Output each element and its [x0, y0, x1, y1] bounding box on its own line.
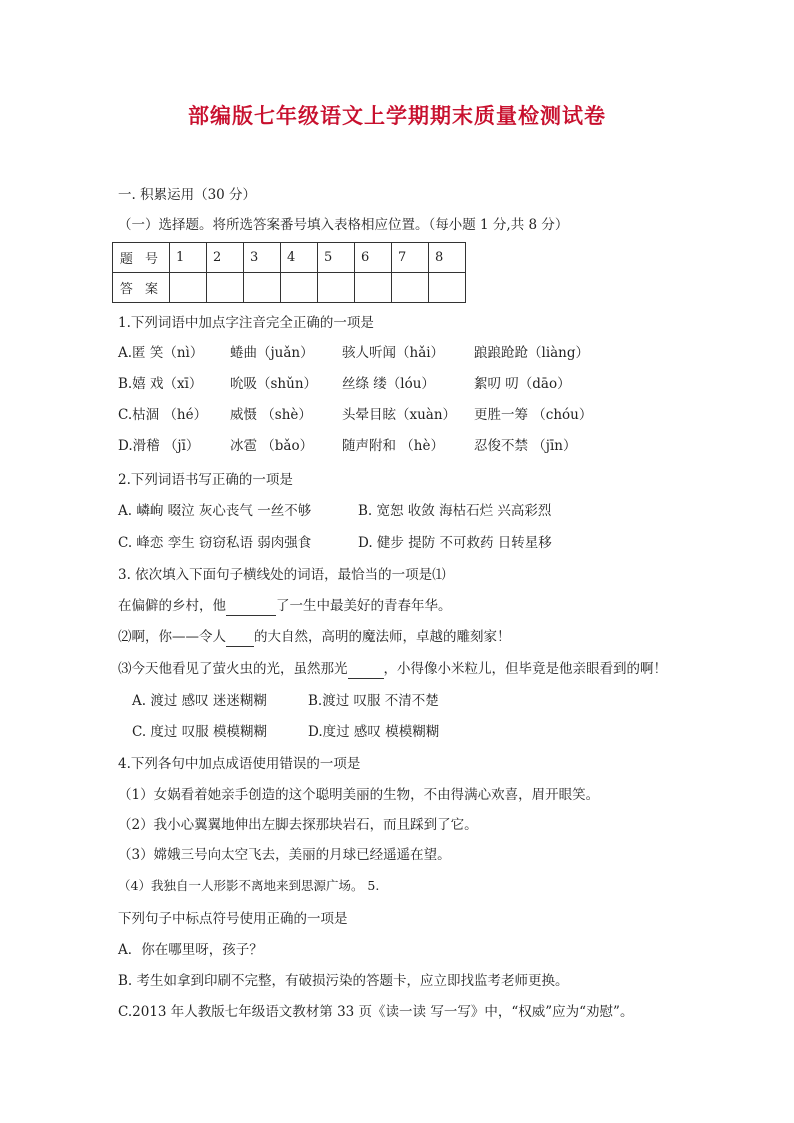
question-number: 2 [207, 243, 244, 273]
row-label: 题 号 [113, 243, 170, 273]
question-number: 7 [392, 243, 429, 273]
q3-sentence-3 [118, 660, 667, 679]
answer-cell[interactable] [429, 273, 466, 303]
part-instructions: （一）选择题。将所选答案番号填入表格相应位置。（每小题 1 分,共 8 分） [118, 217, 569, 233]
option-item: C.枯涸 （hé） [118, 407, 208, 423]
option-a: A. 嶙峋 啜泣 灰心丧气 一丝不够 [118, 503, 312, 519]
q4-sentence-1: （1）女娲看着她亲手创造的这个聪明美丽的生物，不由得满心欢喜，眉开眼笑。 [118, 787, 600, 803]
option-item: 蜷曲（juǎn） [230, 345, 314, 361]
question-number: 5 [318, 243, 355, 273]
q1-option-b [118, 375, 571, 393]
option-b: B. 宽恕 收敛 海枯石烂 兴高彩烈 [358, 503, 552, 519]
question-number: 1 [170, 243, 207, 273]
answer-cell[interactable] [170, 273, 207, 303]
option-c: C. 峰恋 孪生 窃窃私语 弱肉强食 [118, 535, 312, 551]
option-item: 吮吸（shǔn） [230, 376, 318, 392]
answer-cell[interactable] [355, 273, 392, 303]
option-item: 丝绦 缕（lóu） [342, 376, 435, 392]
q2-stem: 2.下列词语书写正确的一项是 [118, 472, 293, 488]
sentence-text: 的大自然，高明的魔法师，卓越的雕刻家！ [254, 629, 511, 645]
q3-options-ab [132, 692, 439, 710]
q3-sentence-1 [118, 597, 452, 616]
option-item: A.匿 笑（nì） [118, 345, 204, 361]
option-item: B.嬉 戏（xī） [118, 376, 203, 392]
q3-options-cd [132, 723, 439, 741]
row-label: 答 案 [113, 273, 170, 303]
fill-blank [226, 597, 276, 616]
question-number: 8 [429, 243, 466, 273]
sentence-text: ⑵啊，你——令人 [118, 629, 226, 645]
sentence-text: 了一生中最美好的青春年华。 [276, 598, 452, 614]
option-item: D.滑稽 （jī） [118, 438, 200, 454]
answer-table [112, 242, 466, 303]
section-heading: 一. 积累运用（30 分） [118, 187, 257, 203]
table-row [113, 273, 466, 303]
answer-cell[interactable] [392, 273, 429, 303]
table-row [113, 243, 466, 273]
answer-cell[interactable] [281, 273, 318, 303]
sentence-text: ⑶今天他看见了萤火虫的光，虽然那光 [118, 661, 348, 677]
q3-sentence-2 [118, 628, 511, 647]
question-number: 4 [281, 243, 318, 273]
q5-stem: 下列句子中标点符号使用正确的一项是 [118, 911, 348, 927]
option-item: 忍俊不禁 （jīn） [474, 438, 577, 454]
q5-option-b: B. 考生如拿到印刷不完整，有破损污染的答题卡，应立即找监考老师更换。 [118, 973, 569, 989]
option-item: 更胜一筹 （chóu） [474, 407, 593, 423]
q4-sentence-4: （4）我独自一人形影不离地来到思源广场。 5. [118, 878, 380, 893]
q4-stem: 4.下列各句中加点成语使用错误的一项是 [118, 756, 361, 772]
q4-sentence-3: （3）嫦娥三号向太空飞去，美丽的月球已经遥遥在望。 [118, 847, 451, 863]
q5-option-c: C.2013 年人教版七年级语文教材第 33 页《读一读 写一写》中，“权威”应为“劝慰”。 [118, 1004, 634, 1020]
answer-cell[interactable] [207, 273, 244, 303]
q2-options-ab [118, 502, 551, 520]
answer-cell[interactable] [318, 273, 355, 303]
option-item: 头晕目眩（xuàn） [342, 407, 457, 423]
option-item: 威慑 （shè） [230, 407, 312, 423]
q2-options-cd [118, 534, 552, 552]
option-item: 随声附和 （hè） [342, 438, 444, 454]
option-d: D.度过 感叹 模模糊糊 [308, 724, 440, 740]
q4-sentence-2: （2）我小心翼翼地伸出左脚去探那块岩石，而且踩到了它。 [118, 817, 478, 833]
option-c: C. 度过 叹服 模模糊糊 [132, 724, 268, 740]
q3-stem: 3. 依次填入下面句子横线处的词语，最恰当的一项是⑴ [118, 567, 446, 583]
q5-option-a: A．你在哪里呀，孩子？ [118, 942, 263, 958]
fill-blank [348, 660, 384, 679]
option-b: B.渡过 叹服 不清不楚 [308, 693, 439, 709]
option-a: A. 渡过 感叹 迷迷糊糊 [132, 693, 267, 709]
option-item: 絮叨 叨（dāo） [474, 376, 571, 392]
option-item: 骇人听闻（hǎi） [342, 345, 445, 361]
question-number: 6 [355, 243, 392, 273]
answer-cell[interactable] [244, 273, 281, 303]
q1-option-d [118, 437, 577, 455]
q1-option-a [118, 344, 589, 362]
q1-stem: 1.下列词语中加点字注音完全正确的一项是 [118, 315, 374, 331]
question-number: 3 [244, 243, 281, 273]
sentence-text: ，小得像小米粒儿，但毕竟是他亲眼看到的啊！ [383, 661, 667, 677]
fill-blank [226, 628, 254, 647]
option-item: 冰雹 （bǎo） [230, 438, 314, 454]
page-title: 部编版七年级语文上学期期末质量检测试卷 [188, 103, 606, 128]
sentence-text: 在偏僻的乡村，他 [118, 598, 226, 614]
option-item: 踉踉跄跄（liàng） [474, 345, 590, 361]
q1-option-c [118, 406, 592, 424]
option-d: D. 健步 提防 不可救药 日转星移 [358, 535, 552, 551]
